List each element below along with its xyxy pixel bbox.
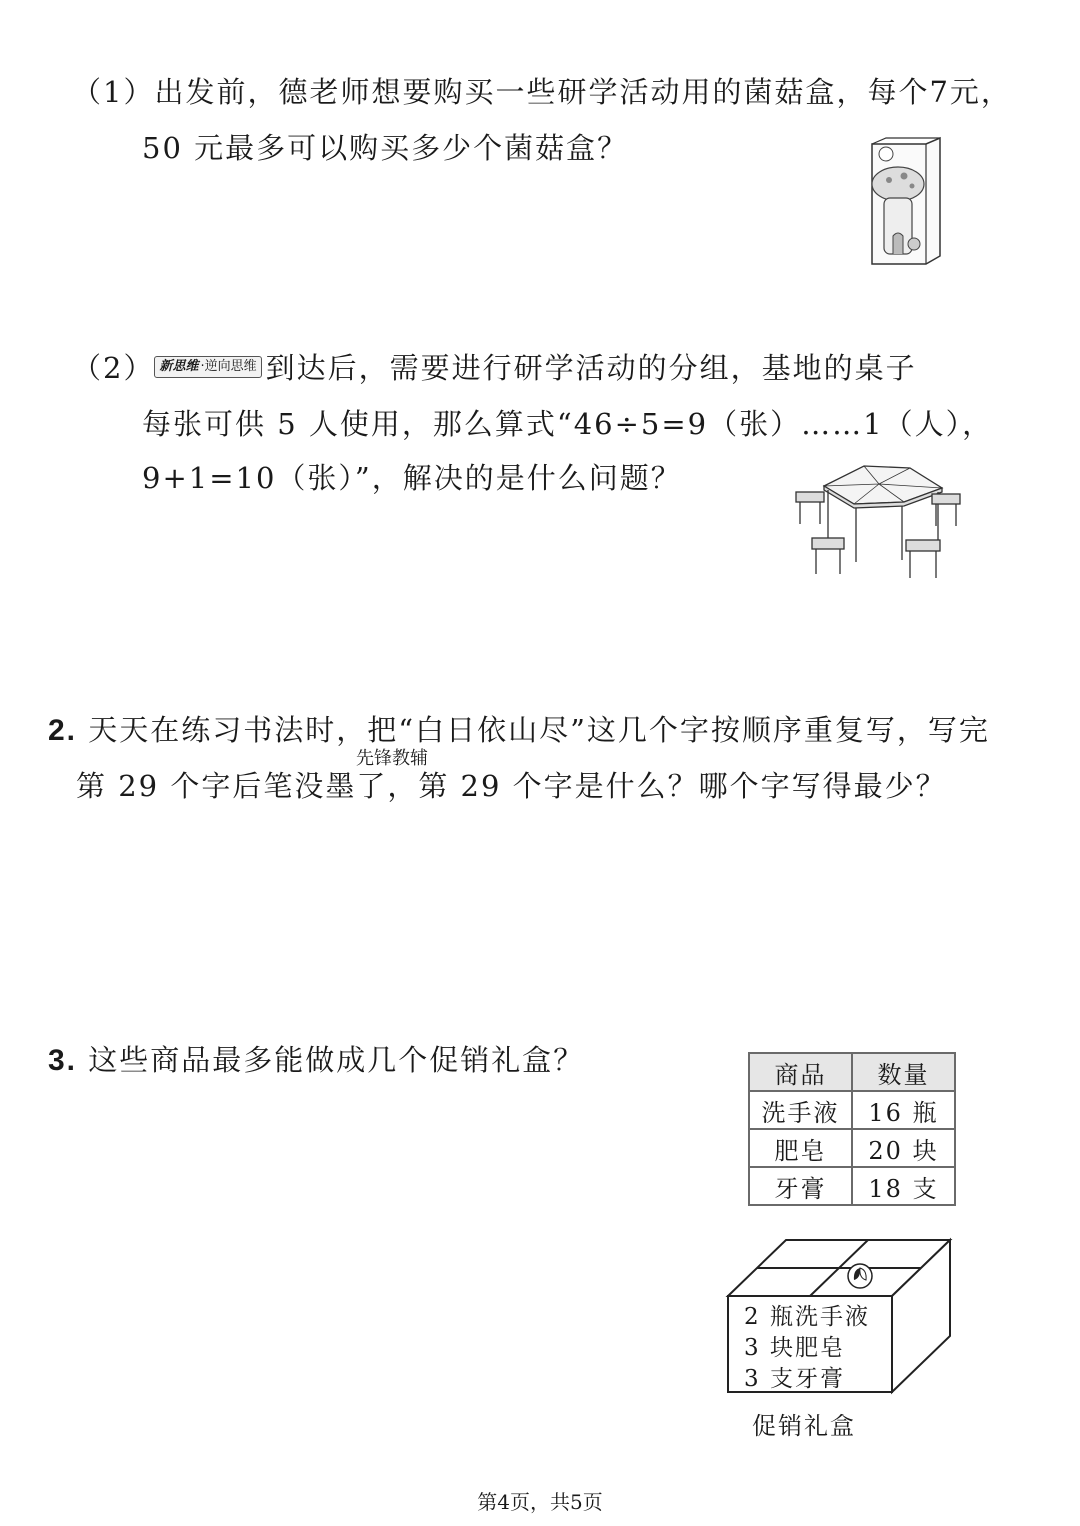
question-1-2-line-3: 9+1=10（张）”，解决的是什么问题？ <box>142 461 682 495</box>
qty-cell: 18 支 <box>852 1167 955 1205</box>
question-number: 2. <box>48 714 78 747</box>
reverse-thinking-badge <box>154 356 261 378</box>
gift-box-contents <box>744 1302 870 1395</box>
table-row <box>749 1129 955 1167</box>
item-cell: 洗手液 <box>749 1091 852 1129</box>
box-item: 2 瓶洗手液 <box>744 1304 870 1330</box>
mushroom-box-illustration <box>864 136 944 266</box>
badge-sub: ·逆向思维 <box>200 359 257 374</box>
gift-box-caption: 促销礼盒 <box>752 1412 856 1440</box>
qty-cell: 16 瓶 <box>852 1091 955 1129</box>
watermark: 先锋教辅 <box>356 748 428 769</box>
question-text: 到达后，需要进行研学活动的分组，基地的桌子 <box>265 351 917 385</box>
question-text: 天天在练习书法时，把“白日依山尽”这几个字按顺序重复写，写完 <box>88 713 990 747</box>
table-header-row <box>749 1053 955 1091</box>
item-cell: 牙膏 <box>749 1167 852 1205</box>
table-row <box>749 1167 955 1205</box>
table-row <box>749 1091 955 1129</box>
box-item: 3 块肥皂 <box>744 1335 845 1361</box>
column-header: 数量 <box>852 1053 955 1091</box>
box-item: 3 支牙膏 <box>744 1366 845 1392</box>
question-2-line-1 <box>48 710 990 751</box>
question-3-line <box>48 1040 584 1081</box>
page-number: 第4页，共5页 <box>477 1490 603 1514</box>
question-1-1-line-2: 50 元最多可以购买多少个菌菇盒？ <box>142 131 629 165</box>
table-stools-illustration <box>792 462 964 584</box>
question-text: 这些商品最多能做成几个促销礼盒？ <box>88 1043 585 1077</box>
question-number: （2） <box>72 351 155 385</box>
column-header: 商品 <box>749 1053 852 1091</box>
question-1-2-line-2: 每张可供 5 人使用，那么算式“46÷5=9（张）……1（人）， <box>142 407 994 441</box>
question-number: 3. <box>48 1044 78 1077</box>
badge-main: 新思维 <box>159 359 199 374</box>
leaf-icon <box>848 1264 872 1288</box>
goods-table <box>748 1052 956 1206</box>
question-1-2-line-1 <box>72 348 917 388</box>
item-cell: 肥皂 <box>749 1129 852 1167</box>
question-2-line-2: 第 29 个字后笔没墨了，第 29 个字是什么？哪个字写得最少？ <box>76 769 947 803</box>
qty-cell: 20 块 <box>852 1129 955 1167</box>
question-1-1-line-1: （1）出发前，德老师想要购买一些研学活动用的菌菇盒，每个7元， <box>72 75 1012 109</box>
